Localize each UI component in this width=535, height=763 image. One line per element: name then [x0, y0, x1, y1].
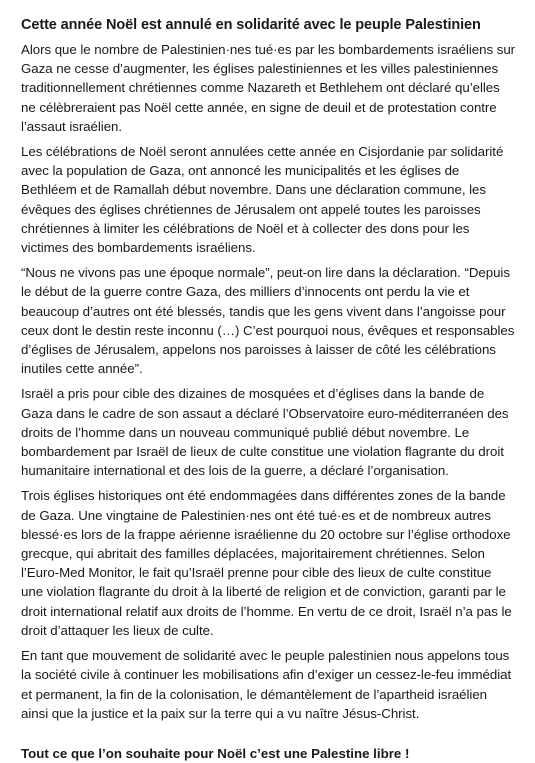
- closing-statement: Tout ce que l’on souhaite pour Noël c’est une Palestine libre !: [21, 745, 410, 761]
- article-paragraph: Trois églises historiques ont été endommagées dans différentes zones de la bande de Gaza. Une vingtaine de Palestinien·nes ont été tué·es et de nombreux autres blessé·es lors de la frappe aérienne israélienne du 20 octobre sur l’église orthodoxe grecque, qui abritait des familles déplacées, majoritairement chrétiennes. Selon l’Euro-Med Monitor, le fait qu’Israël prenne pour cible des lieux de culte constitue une violation flagrante du droit à la liberté de religion et de conviction, garanti par le droit international relatif aux droits de l’homme. En vertu de ce droit, Israël n’a pas le droit d’attaquer les lieux de culte.: [21, 488, 512, 638]
- article-title: Cette année Noël est annulé en solidarité avec le peuple Palestinien: [21, 17, 481, 33]
- article-paragraph: Alors que le nombre de Palestinien·nes tué·es par les bombardements israéliens sur Gaza ne cesse d’augmenter, les églises palestiniennes et les villes palestiniennes traditionnellement chrétiennes comme Nazareth et Bethlehem ont déclaré qu’elles ne célèbreraient pas Noël cette année, en signe de deuil et de protestation contre l’assaut israélien.: [21, 42, 516, 134]
- article-paragraph: En tant que mouvement de solidarité avec le peuple palestinien nous appelons tous la société civile à continuer les mobilisations afin d’exiger un cessez-le-feu immédiat et permanent, la fin de la colonisation, le démantèlement de l’apartheid israélien ainsi que la justice et la paix sur la terre qui a vu naître Jésus-Christ.: [21, 648, 512, 721]
- article-paragraph: Les célébrations de Noël seront annulées cette année en Cisjordanie par solidarité avec la population de Gaza, ont annoncé les municipalités et les églises de Bethléem et de Ramallah début novembre. Dans une déclaration commune, les évêques des églises chrétiennes de Jérusalem ont appelé toutes les paroisses chrétiennes à limiter les célébrations de Noël et à collecter des dons pour les victimes des bombardements israéliens.: [21, 144, 504, 256]
- article-paragraph: Israël a pris pour cible des dizaines de mosquées et d’églises dans la bande de Gaza dans le cadre de son assaut a déclaré l’Observatoire euro-méditerranéen des droits de l’homme dans un nouveau communiqué publié début novembre. Le bombardement par Israël de lieux de culte constitue une violation flagrante du droit humanitaire international et des lois de la guerre, a déclaré l’organisation.: [21, 386, 509, 479]
- article-paragraph: “Nous ne vivons pas une époque normale”, peut-on lire dans la déclaration. “Depuis le début de la guerre contre Gaza, des milliers d’innocents ont perdu la vie et beaucoup d’autres ont été blessés, tandis que les gens vivent dans l’angoisse pour ceux dont le destin reste inconnu (…) C’est pourquoi nous, évêques et responsables d’églises de Jérusalem, appelons nos paroisses à laisser de côté les célébrations inutiles cette année”.: [21, 265, 515, 377]
